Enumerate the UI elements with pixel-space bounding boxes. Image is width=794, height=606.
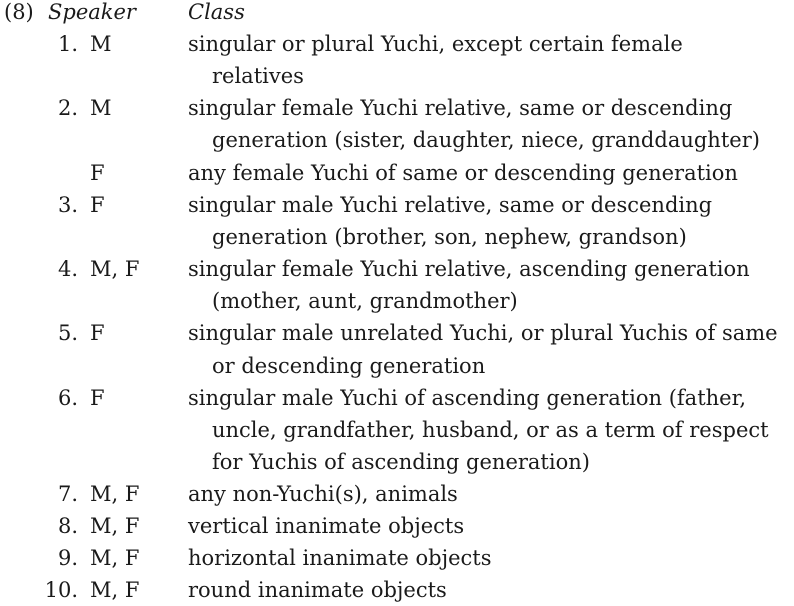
row-class-line: (mother, aunt, grandmother) [212,289,518,313]
row-number: 2. [57,96,78,120]
row-class-line: generation (sister, daughter, niece, granddaughter) [212,128,760,152]
row-class-line: singular male Yuchi relative, same or descending [188,193,713,217]
row-number: 10. [44,578,78,602]
row-speaker: F [90,193,105,217]
example-number: (8) [4,0,34,24]
row-speaker: M [90,32,112,56]
row-speaker: F [90,161,105,185]
row-speaker: M, F [90,546,140,570]
row-speaker: M, F [90,514,140,538]
row-speaker: F [90,386,105,410]
row-speaker: F [90,321,105,345]
row-class-line: horizontal inanimate objects [188,546,492,570]
row-class-line: singular male Yuchi of ascending generation (father, [188,386,746,410]
row-class-line: singular male unrelated Yuchi, or plural Yuchis of same [188,321,778,345]
row-number: 8. [57,514,78,538]
row-class-line: vertical inanimate objects [188,514,465,538]
row-number: 5. [57,321,78,345]
row-speaker: M, F [90,482,140,506]
row-class-line: singular female Yuchi relative, ascending generation [188,257,750,281]
row-class-line: any non-Yuchi(s), animals [188,482,458,506]
speaker-column-header: Speaker [48,0,136,24]
row-speaker: M [90,96,112,120]
row-class-line: uncle, grandfather, husband, or as a term of respect [212,418,769,442]
row-speaker: M, F [90,578,140,602]
row-class-line: generation (brother, son, nephew, grandson) [212,225,687,249]
row-number: 6. [57,386,78,410]
row-class-line: singular female Yuchi relative, same or descending [188,96,733,120]
row-number: 4. [57,257,78,281]
row-class-line: round inanimate objects [188,578,447,602]
row-class-line: any female Yuchi of same or descending generation [188,161,738,185]
row-number: 1. [57,32,78,56]
row-class-line: relatives [212,64,304,88]
row-class-line: or descending generation [212,354,486,378]
row-speaker: M, F [90,257,140,281]
row-number: 7. [57,482,78,506]
row-class-line: for Yuchis of ascending generation) [212,450,590,474]
row-class-line: singular or plural Yuchi, except certain female [188,32,683,56]
class-column-header: Class [188,0,245,24]
row-number: 9. [57,546,78,570]
row-number: 3. [57,193,78,217]
